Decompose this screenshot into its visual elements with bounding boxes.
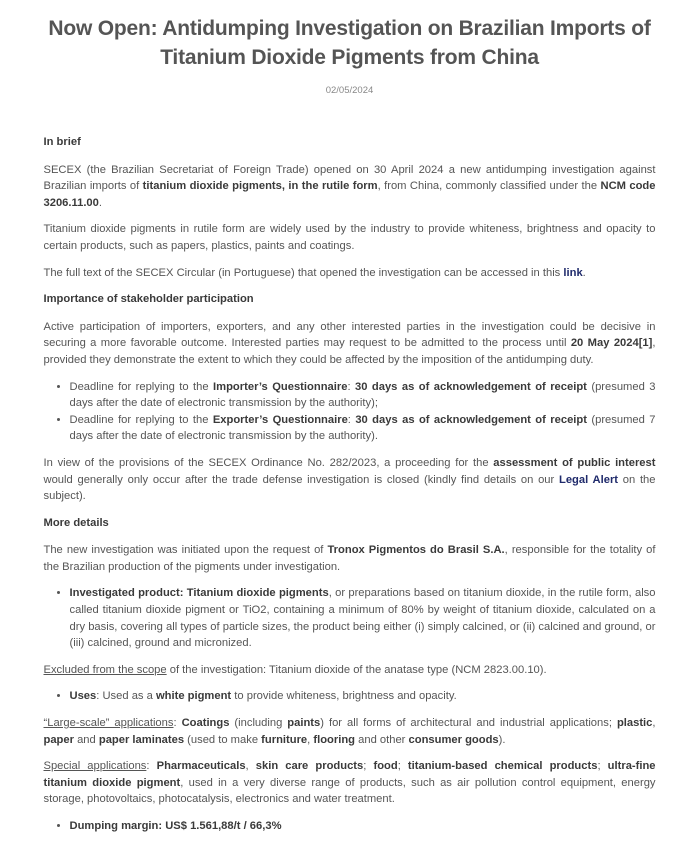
margin-list bbox=[44, 818, 656, 835]
page-title: Now Open: Antidumping Investigation on Brazilian Imports of Titanium Dioxide Pigments from China bbox=[48, 17, 651, 69]
list-item-uses: • Uses: Used as a white pigment to provide whiteness, brightness and opacity. bbox=[70, 688, 656, 705]
list-item-importer-deadline: • Deadline for replying to the Importer’s Questionnaire: 30 days as of acknowledgement of receipt (presumed 3 days after the date of electronic transmission by the authority); bbox=[70, 379, 656, 412]
list-item-dumping-margin: • Dumping margin: US$ 1.561,88/t / 66,3% bbox=[70, 818, 656, 835]
product-list bbox=[44, 585, 656, 651]
stakeholder-paragraph-1: Active participation of importers, exporters, and any other interested parties in the investigation could be decisive in securing a more favorable outcome. Interested parties may request to be admitted to the process until 20 May 2024[1], provided they demonstrate the extent to which they could be affected by the imposition of the antidumping duty. bbox=[43, 320, 656, 366]
article-page bbox=[44, 0, 656, 835]
list-item-exporter-deadline: • Deadline for replying to the Exporter’s Questionnaire: 30 days as of acknowledgement of receipt (presumed 7 days after the date of electronic transmission by the authority). bbox=[70, 412, 656, 445]
section-heading-stakeholder: Importance of stakeholder participation bbox=[43, 293, 254, 306]
publish-date: 02/05/2024 bbox=[325, 85, 374, 96]
legal-alert-link[interactable]: Legal Alert bbox=[559, 473, 619, 486]
footnote-date[interactable]: 20 May 2024[1] bbox=[570, 337, 653, 350]
uses-list bbox=[44, 688, 656, 705]
stakeholder-paragraph-2: In view of the provisions of the SECEX Ordinance No. 282/2023, a proceeding for the assessment of public interest would generally only occur after the trade defense investigation is closed (kindly find details on our Legal Alert on the subject). bbox=[43, 456, 656, 503]
section-heading-in-brief: In brief bbox=[43, 136, 81, 148]
large-scale-paragraph: “Large-scale” applications: Coatings (including paints) for all forms of architectural and industrial applications; plastic, paper and paper laminates (used to make furniture, flooring and other consumer goods). bbox=[43, 717, 656, 746]
article-body bbox=[44, 134, 656, 835]
list-item-investigated-product: • Investigated product: Titanium dioxide pigments, or preparations based on titanium dioxide, in the rutile form, also called titanium dioxide pigment or TiO2, containing a minimum of 80% by weight of titanium dioxide, calculated on a dry basis, covering all types of particle sizes, the product being either (i) simply calcined, or (ii) calcined and ground, or (iii) calcined, ground and micronized. bbox=[70, 585, 656, 651]
brief-paragraph-3: The full text of the SECEX Circular (in Portuguese) that opened the investigation can be accessed in this link. bbox=[43, 266, 586, 279]
deadline-list bbox=[44, 379, 656, 445]
section-heading-more-details: More details bbox=[43, 516, 109, 529]
excluded-paragraph: Excluded from the scope of the investigation: Titanium dioxide of the anatase type (NCM 2823.00.10). bbox=[43, 663, 547, 676]
special-applications-paragraph: Special applications: Pharmaceuticals, skin care products; food; titanium-based chemical products; ultra-fine titanium dioxide pigment, used in a very diverse range of products, such as air pollution control equipment, energy storage, photovoltaics, photocatalysis, electronics and water treatment. bbox=[43, 760, 656, 806]
brief-paragraph-1: SECEX (the Brazilian Secretariat of Foreign Trade) opened on 30 April 2024 a new antidumping investigation against Brazilian imports of titanium dioxide pigments, in the rutile form, from China, commonly classified under the NCM code 3206.11.00. bbox=[43, 163, 656, 209]
circular-link[interactable]: link bbox=[563, 266, 583, 279]
brief-paragraph-2: Titanium dioxide pigments in rutile form are widely used by the industry to provide whiteness, brightness and opacity to certain products, such as papers, plastics, paints and coatings. bbox=[43, 223, 656, 252]
details-paragraph-1: The new investigation was initiated upon the request of Tronox Pigmentos do Brasil S.A., responsible for the totality of the Brazilian production of the pigments under investigation. bbox=[43, 544, 656, 573]
